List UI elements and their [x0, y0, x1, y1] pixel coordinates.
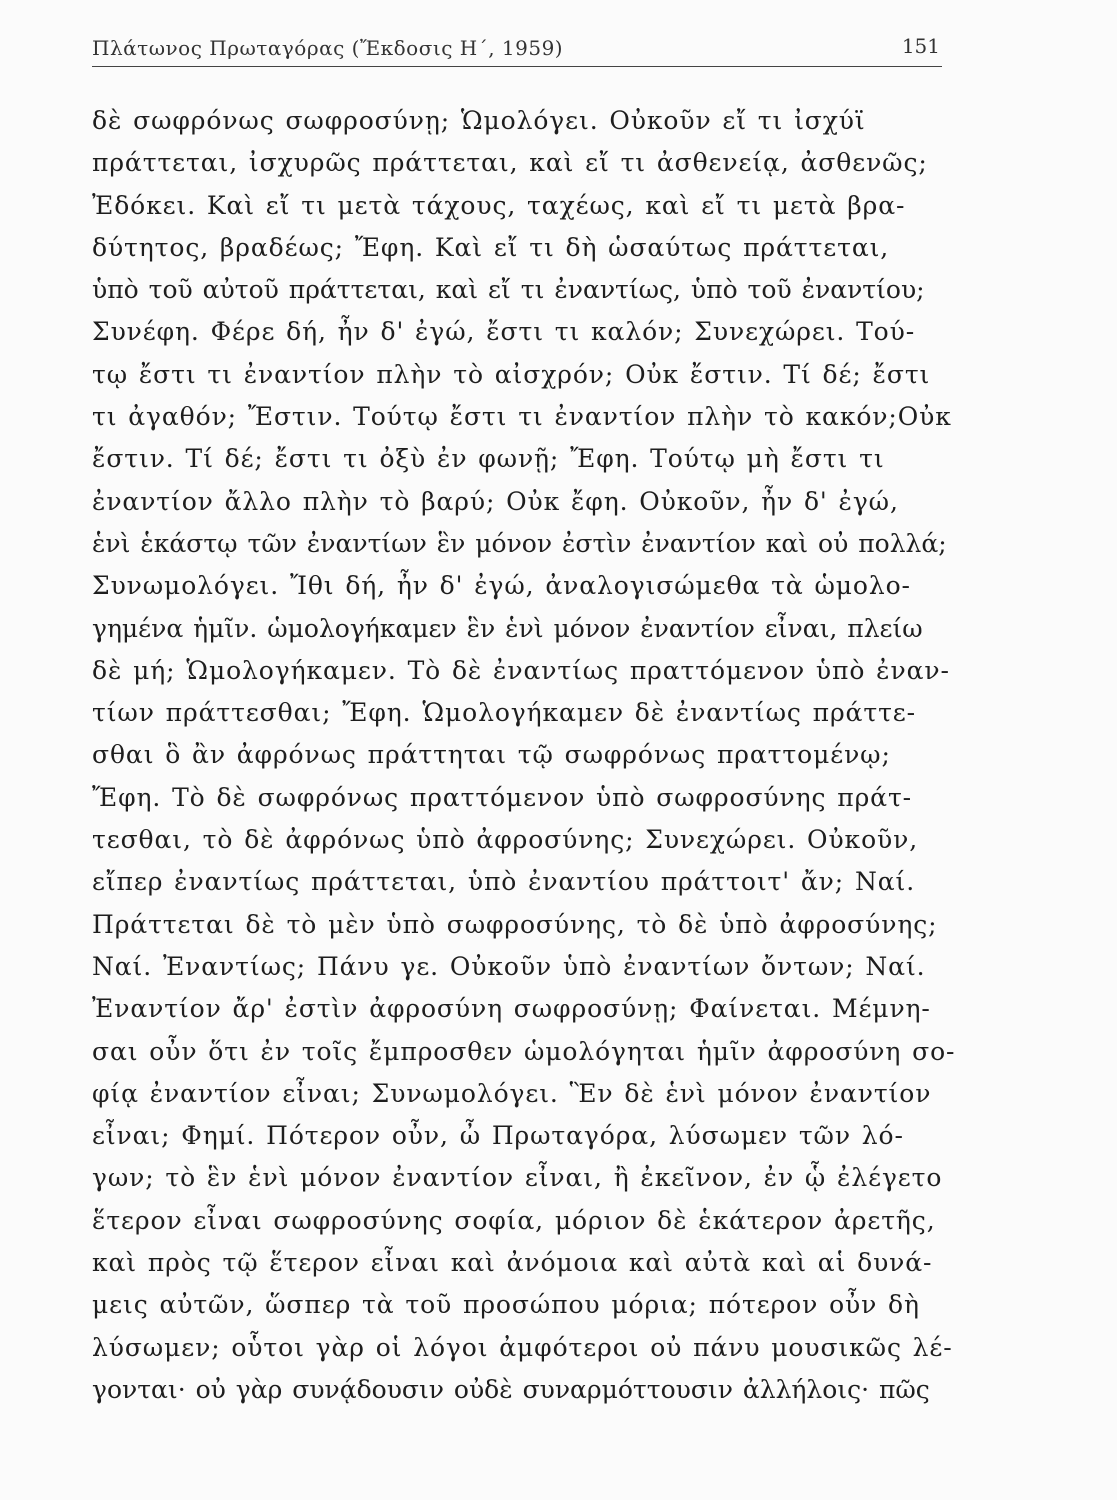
text-line: σθαι ὃ ἂν ἀφρόνως πράττηται τῷ σωφρόνως πραττομένῳ; — [92, 740, 891, 770]
text-line: γων; τὸ ἓν ἑνὶ μόνον ἐναντίον εἶναι, ἢ ἐκεῖνον, ἐν ᾧ ἐλέγετο — [92, 1163, 943, 1193]
text-line: Συνέφη. Φέρε δή, ἦν δ' ἐγώ, ἔστι τι καλόν; Συνεχώρει. Τού- — [92, 317, 916, 347]
text-line: Ἐδόκει. Καὶ εἴ τι μετὰ τάχους, ταχέως, καὶ εἴ τι μετὰ βρα- — [92, 190, 906, 220]
text-line: Ἐναντίον ἄρ' ἐστὶν ἀφροσύνη σωφροσύνῃ; Φαίνεται. Μέμνη- — [92, 994, 931, 1024]
page-number: 151 — [901, 34, 940, 58]
text-line: ἕτερον εἶναι σωφροσύνης σοφία, μόριον δὲ ἑκάτερον ἀρετῆς, — [92, 1205, 936, 1235]
text-line: ἐναντίον ἄλλο πλὴν τὸ βαρύ; Οὐκ ἔφη. Οὐκοῦν, ἦν δ' ἐγώ, — [92, 486, 899, 516]
text-line: τι ἀγαθόν; Ἔστιν. Τούτῳ ἔστι τι ἐναντίον πλὴν τὸ κακόν;Οὐκ — [92, 402, 952, 432]
running-title: Πλάτωνος Πρωταγόρας (Ἔκδοσις Η΄, 1959) — [92, 36, 564, 60]
text-line: τῳ ἔστι τι ἐναντίον πλὴν τὸ αἰσχρόν; Οὐκ ἔστιν. Τί δέ; ἔστι — [92, 359, 931, 389]
text-line: Ἔφη. Τὸ δὲ σωφρόνως πραττόμενον ὑπὸ σωφροσύνης πράτ- — [92, 782, 913, 812]
text-line: δὲ μή; Ὡμολογήκαμεν. Τὸ δὲ ἐναντίως πραττόμενον ὑπὸ ἐναν- — [92, 655, 950, 685]
text-line: γονται· οὐ γὰρ συνᾴδουσιν οὐδὲ συναρμόττουσιν ἀλλήλοις· πῶς — [92, 1374, 930, 1404]
text-line: Πράττεται δὲ τὸ μὲν ὑπὸ σωφροσύνης, τὸ δὲ ὑπὸ ἀφροσύνης; — [92, 909, 938, 939]
text-line: μεις αὐτῶν, ὥσπερ τὰ τοῦ προσώπου μόρια; πότερον οὖν δὴ — [92, 1290, 920, 1320]
text-line: εἴπερ ἐναντίως πράττεται, ὑπὸ ἐναντίου πράττοιτ' ἄν; Ναί. — [92, 867, 916, 897]
text-line: φίᾳ ἐναντίον εἶναι; Συνωμολόγει. Ἓν δὲ ἑνὶ μόνον ἐναντίον — [92, 1078, 932, 1108]
text-line: λύσωμεν; οὗτοι γὰρ οἱ λόγοι ἀμφότεροι οὐ πάνυ μουσικῶς λέ- — [92, 1332, 953, 1362]
text-line: Συνωμολόγει. Ἴθι δή, ἦν δ' ἐγώ, ἀναλογισώμεθα τὰ ὡμολο- — [92, 571, 911, 601]
body-text — [92, 100, 972, 1411]
text-line: δὲ σωφρόνως σωφροσύνῃ; Ὡμολόγει. Οὐκοῦν εἴ τι ἰσχύϊ — [92, 106, 866, 135]
text-line: Ναί. Ἐναντίως; Πάνυ γε. Οὐκοῦν ὑπὸ ἐναντίων ὄντων; Ναί. — [92, 951, 926, 981]
text-line: δύτητος, βραδέως; Ἔφη. Καὶ εἴ τι δὴ ὡσαύτως πράττεται, — [92, 232, 890, 262]
text-line: ἑνὶ ἑκάστῳ τῶν ἐναντίων ἓν μόνον ἐστὶν ἐναντίον καὶ οὐ πολλά; — [92, 528, 947, 558]
text-line: καὶ πρὸς τῷ ἕτερον εἶναι καὶ ἀνόμοια καὶ αὐτὰ καὶ αἱ δυνά- — [92, 1248, 933, 1278]
text-line: γημένα ἡμῖν. ὡμολογήκαμεν ἓν ἑνὶ μόνον ἐναντίον εἶναι, πλείω — [92, 613, 923, 643]
text-line: ὑπὸ τοῦ αὐτοῦ πράττεται, καὶ εἴ τι ἐναντίως, ὑπὸ τοῦ ἐναντίου; — [92, 275, 925, 305]
text-line: πράττεται, ἰσχυρῶς πράττεται, καὶ εἴ τι ἀσθενείᾳ, ἀσθενῶς; — [92, 148, 928, 178]
text-line: τεσθαι, τὸ δὲ ἀφρόνως ὑπὸ ἀφροσύνης; Συνεχώρει. Οὐκοῦν, — [92, 825, 919, 855]
text-line: σαι οὖν ὅτι ἐν τοῖς ἔμπροσθεν ὡμολόγηται ἡμῖν ἀφροσύνη σο- — [92, 1036, 956, 1066]
running-header — [92, 30, 942, 67]
text-line: τίων πράττεσθαι; Ἔφη. Ὡμολογήκαμεν δὲ ἐναντίως πράττε- — [92, 698, 917, 728]
text-line: ἔστιν. Τί δέ; ἔστι τι ὀξὺ ἐν φωνῇ; Ἔφη. Τούτῳ μὴ ἔστι τι — [92, 444, 885, 474]
text-line: εἶναι; Φημί. Πότερον οὖν, ὦ Πρωταγόρα, λύσωμεν τῶν λό- — [92, 1121, 904, 1151]
